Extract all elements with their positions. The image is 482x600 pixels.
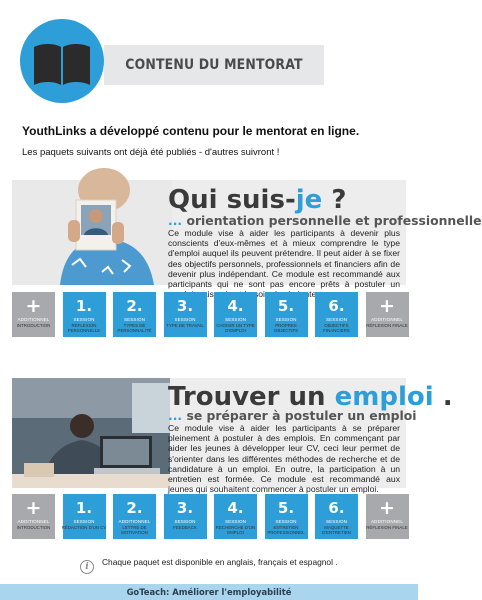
session-label: SESSION [224, 519, 247, 524]
session-number: + [379, 295, 395, 317]
section2-photo [12, 378, 170, 488]
session-number: 2. [126, 297, 143, 315]
session-number: 1. [75, 499, 93, 517]
session-caption: RÉFLEXION PERSONNELLE [67, 323, 101, 334]
session-caption: TYPES DE PERSONNALITÉ [117, 323, 152, 334]
session-number: 4. [227, 499, 244, 517]
session-label: SESSION [73, 317, 95, 322]
session-label: SESSION [174, 317, 196, 322]
session-caption: FEEDBACK [173, 525, 197, 530]
session-label: SESSION [275, 519, 297, 524]
session-number: 4. [227, 297, 244, 315]
session-label: ADDITIONNEL [371, 317, 403, 322]
availability-note: Chaque paquet est disponible en anglais, français et espagnol . [102, 557, 338, 567]
header-band [104, 45, 324, 85]
session-caption: LETTRE DE MOTIVATION [121, 525, 148, 536]
info-icon: i [80, 560, 94, 574]
session-label: SESSION [174, 519, 196, 524]
session-caption: RECHERCHE D'UN EMPLOI [215, 525, 256, 536]
section2-description: Ce module vise à aider les participants à se préparer pleinement à postuler à des emplois. En commençant par aider les jeunes à développer leur CV, ceci leur permet de s'orienter dans les différentes méthodes de recherche et de candidature à un emploi. En outre, la participation à un entretien est formée. Ce module est recommandé aux jeunes qui souhaitent commencer à postuler un emploi. [168, 423, 400, 495]
session-label: SESSION [123, 317, 146, 322]
page-title: CONTENU DU MENTORAT [125, 57, 303, 73]
session-number: 3. [176, 297, 194, 315]
intro-headline: YouthLinks a développé contenu pour le mentorat en ligne. [22, 124, 360, 138]
session-number: 2. [126, 499, 143, 517]
session-label: SESSION [73, 519, 95, 524]
session-caption: INTRODUCTION [16, 323, 51, 328]
session-caption: RÉFLEXION FINALE [366, 323, 408, 328]
session-number: 6. [328, 499, 345, 517]
session-number: 5. [277, 499, 295, 517]
session-caption: ENTRETIEN PROFESSIONNEL [267, 525, 305, 536]
session-tile [12, 494, 55, 539]
session-tile [12, 292, 55, 337]
session-number: 3. [176, 499, 194, 517]
session-caption: MAQUETTE D'ENTRETIEN [322, 525, 351, 536]
session-tile [366, 292, 409, 337]
session-number: 6. [328, 297, 345, 315]
session-number: + [25, 295, 42, 317]
session-label: ADDITIONNEL [17, 519, 50, 524]
footer-banner: GoTeach: Améliorer l'employabilité [0, 584, 418, 600]
session-caption: OBJECTIFS FINANCIERS [323, 323, 350, 334]
section1-title: Qui suis-je ? [168, 185, 347, 215]
session-tile [164, 494, 207, 539]
session-label: ADDITIONNEL [118, 519, 151, 524]
session-caption: CHOISIR UN TYPE D'EMPLOI [216, 323, 255, 334]
session-tile [164, 292, 207, 337]
open-book-icon [20, 19, 104, 103]
session-label: ADDITIONNEL [371, 519, 403, 524]
session-tile [366, 494, 409, 539]
session-number: + [25, 497, 42, 519]
header-icon-circle [20, 19, 104, 103]
session-caption: PROPRES OBJECTIFS [273, 323, 299, 334]
section2-title: Trouver un emploi . [168, 382, 453, 412]
session-label: SESSION [325, 519, 348, 524]
session-label: ADDITIONNEL [17, 317, 50, 322]
session-caption: TYPE DE TRAVAIL [166, 323, 204, 328]
session-label: SESSION [224, 317, 247, 322]
session-number: + [379, 497, 395, 519]
session-caption: INTRODUCTION [16, 525, 51, 530]
session-label: SESSION [325, 317, 348, 322]
session-tile [63, 494, 106, 539]
session-caption: RÉDACTION D'UN CV [61, 525, 107, 530]
section1-photo [12, 180, 172, 285]
session-label: SESSION [275, 317, 297, 322]
session-caption: RÉFLEXION FINALE [366, 525, 408, 530]
session-number: 5. [277, 297, 295, 315]
session-number: 1. [75, 297, 93, 315]
intro-subline: Les paquets suivants ont déjà été publiés - d'autres suivront ! [22, 147, 280, 158]
section1-subtitle: ... orientation personnelle et professionnelle [168, 213, 482, 228]
section2-subtitle: ... se préparer à postuler un emploi [168, 408, 417, 423]
section1-description: Ce module vise à aider les participants à devenir plus conscients d'eux-mêmes et à mieux comprendre le type d'emploi auquel ils peuvent prétendre. Il peut aider à se fixer des objectifs personnels, professionnels et financiers afin de devenir plus indépendant. Ce module est recommandé aux participants qui ne sont pas encore prêts à postuler un besoin [168, 228, 400, 300]
